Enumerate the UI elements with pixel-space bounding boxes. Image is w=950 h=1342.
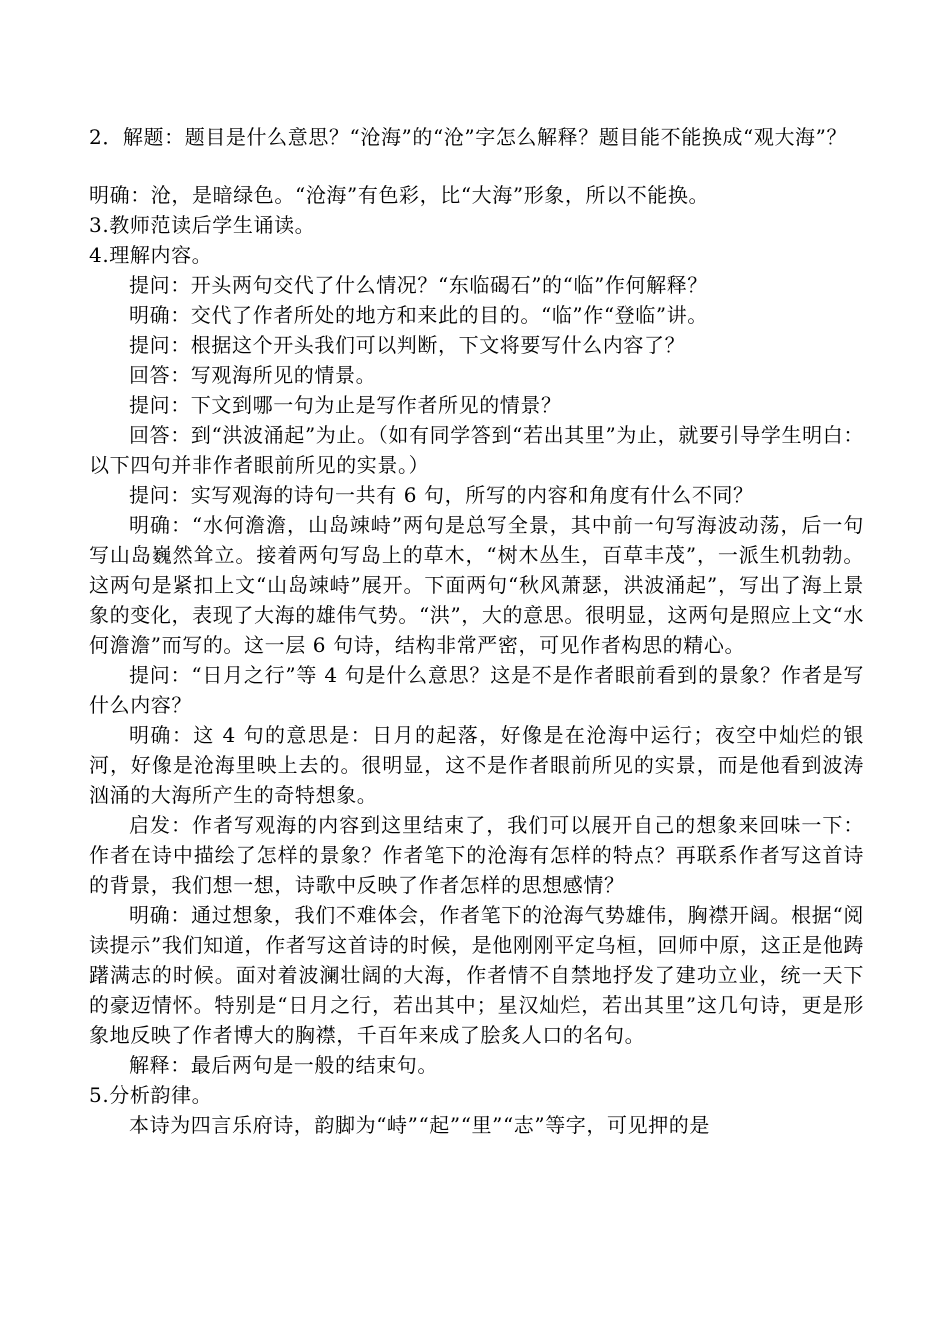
paragraph-answer: 明确：沧，是暗绿色。“沧海”有色彩，比“大海”形象，所以不能换。: [89, 183, 710, 207]
paragraph-question: 提问：实写观海的诗句一共有 6 句，所写的内容和角度有什么不同？: [129, 483, 754, 507]
paragraph-step-3: 3.教师范读后学生诵读。: [89, 213, 316, 237]
paragraph-explanation: 解释：最后两句是一般的结束句。: [129, 1053, 438, 1077]
paragraph-step-5: 5.分析韵律。: [89, 1083, 213, 1107]
paragraph-rhyme: 本诗为四言乐府诗，韵脚为“峙”“起”“里”“志”等字，可见押的是: [129, 1113, 710, 1137]
paragraph-question: 提问：“日月之行”等 4 句是什么意思？这是不是作者眼前看到的景象？作者是写什么内容？: [89, 663, 864, 717]
paragraph-answer: 明确：通过想象，我们不难体会，作者笔下的沧海气势雄伟，胸襟开阔。根据“阅读提示”我们知道，作者写这首诗的时候，是他刚刚平定乌桓，回师中原，这正是他踌躇满志的时候。面对着波澜壮阔的大海，作者情不自禁地抒发了建功立业，统一天下的豪迈情怀。特别是“日月之行，若出其中；星汉灿烂，若出其里”这几句诗，更是形象地反映了作者博大的胸襟，千百年来成了脍炙人口的名句。: [89, 903, 864, 1047]
paragraph-step-4: 4.理解内容。: [89, 243, 213, 267]
paragraph-title-question: 2．解题：题目是什么意思？“沧海”的“沧”字怎么解释？题目能不能换成“观大海”？: [89, 125, 848, 149]
document-body: [89, 122, 864, 1140]
paragraph-question: 提问：开头两句交代了什么情况？“东临碣石”的“临”作何解释？: [129, 273, 708, 297]
paragraph-answer: 明确：交代了作者所处的地方和来此的目的。“临”作“登临”讲。: [129, 303, 708, 327]
paragraph-answer: 明确：“水何澹澹，山岛竦峙”两句是总写全景，其中前一句写海波动荡，后一句写山岛巍然耸立。接着两句写岛上的草木，“树木丛生，百草丰茂”，一派生机勃勃。这两句是紧扣上文“山岛竦峙”展开。下面两句“秋风萧瑟，洪波涌起”，写出了海上景象的变化，表现了大海的雄伟气势。“洪”，大的意思。很明显，这两句是照应上文“水何澹澹”而写的。这一层 6 句诗，结构非常严密，可见作者构思的精心。: [89, 513, 864, 657]
paragraph-reply: 回答：写观海所见的情景。: [129, 363, 377, 387]
paragraph-answer: 明确：这 4 句的意思是：日月的起落，好像是在沧海中运行；夜空中灿烂的银河，好像是沧海里映上去的。很明显，这不是作者眼前所见的实景，而是他看到波涛汹涌的大海所产生的奇特想象。: [89, 723, 864, 807]
paragraph-reply: 回答：到“洪波涌起”为止。（如有同学答到“若出其里”为止，就要引导学生明白：以下四句并非作者眼前所见的实景。）: [89, 423, 864, 477]
paragraph-question: 提问：根据这个开头我们可以判断，下文将要写什么内容了？: [129, 333, 686, 357]
paragraph-question: 提问：下文到哪一句为止是写作者所见的情景？: [129, 393, 562, 417]
paragraph-inspiration: 启发：作者写观海的内容到这里结束了，我们可以展开自己的想象来回味一下：作者在诗中描绘了怎样的景象？作者笔下的沧海有怎样的特点？再联系作者写这首诗的背景，我们想一想，诗歌中反映了作者怎样的思想感情？: [89, 813, 864, 897]
